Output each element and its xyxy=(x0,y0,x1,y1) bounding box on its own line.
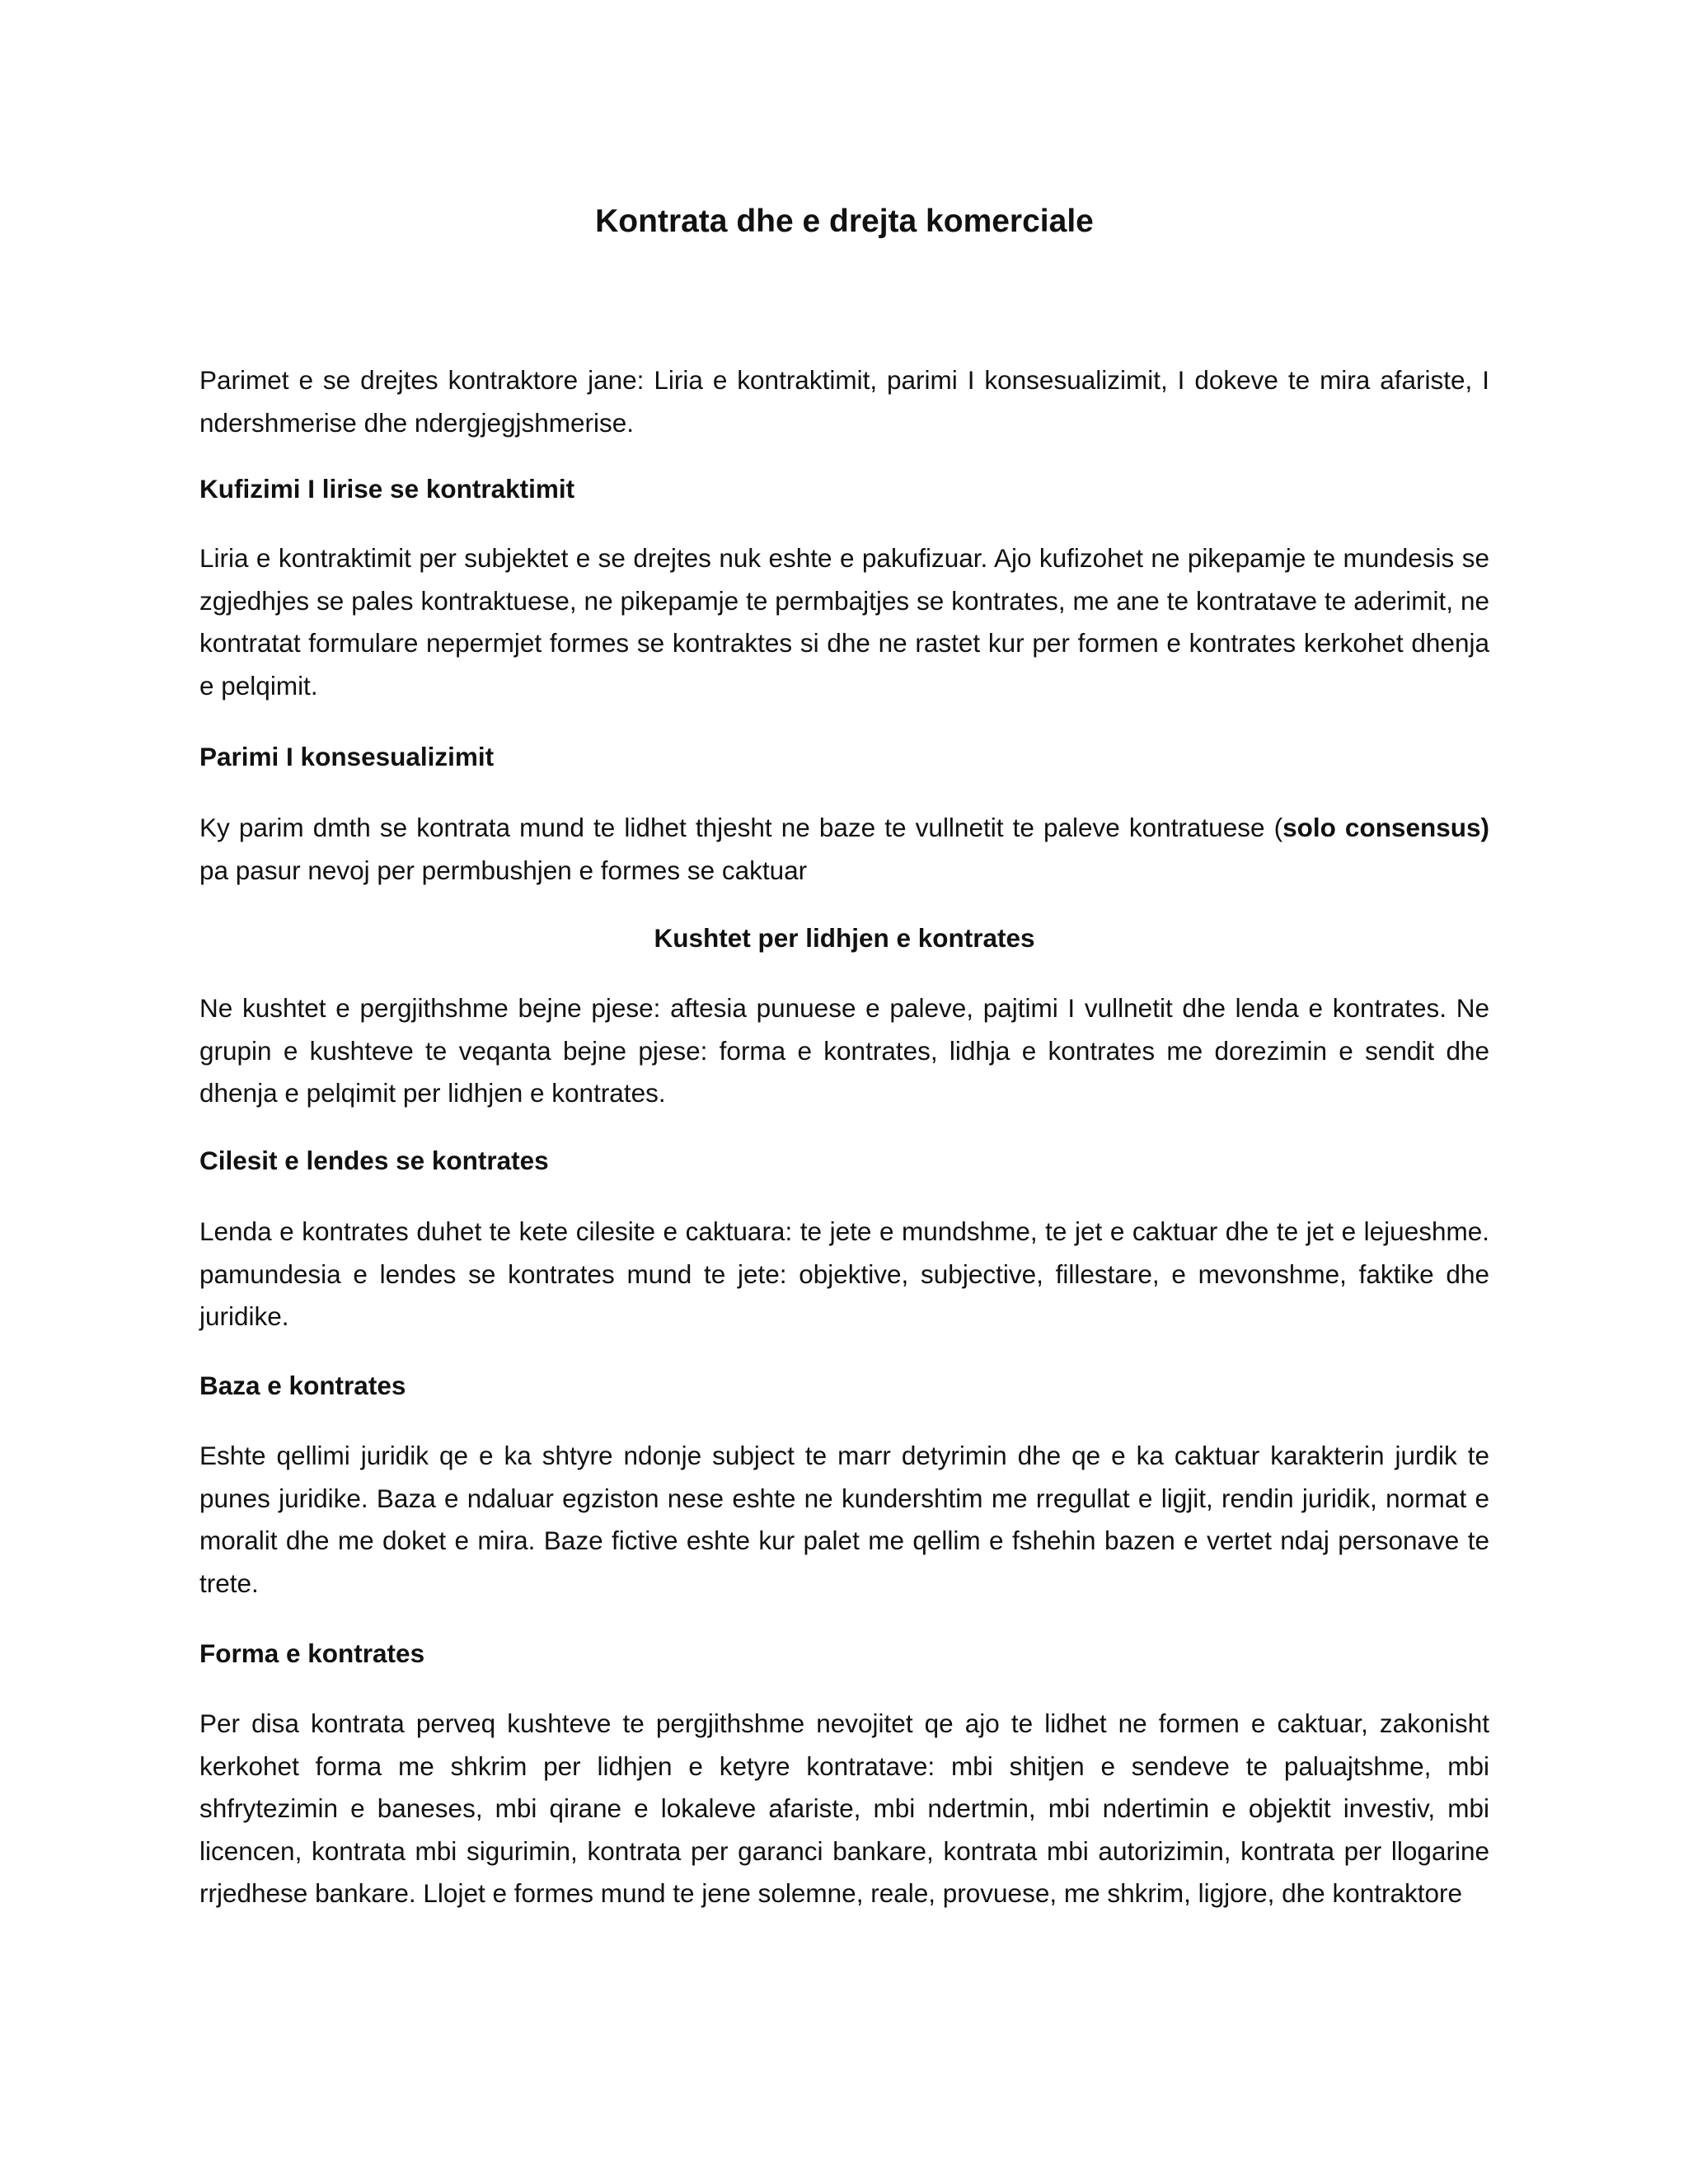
section-body-baza: Eshte qellimi juridik qe e ka shtyre ndonje subject te marr detyrimin dhe qe e ka caktuar karakterin jurdik te punes juridike. Baza e ndaluar egziston nese eshte ne kundershtim me rregullat e ligjit, rendin juridik, normat e moralit dhe me doket e mira. Baze fictive eshte kur palet me qellim e fshehin bazen e vertet ndaj personave te trete. xyxy=(199,1441,1489,1598)
parimi-text-before: Ky parim dmth se kontrata mund te lidhet thjesht ne baze te vullnetit te paleve kontratuese ( xyxy=(199,813,1283,842)
section-body-kufizimi: Liria e kontraktimit per subjektet e se drejtes nuk eshte e pakufizuar. Ajo kufizohet ne pikepamje te mundesis se zgjedhjes se pales kontraktuese, ne pikepamje te permbajtjes se kontrates, me ane te kontratave te aderimit, ne kontratat formulare nepermjet formes se kontraktes si dhe ne rastet kur per formen e kontrates kerkohet dhenja e pelqimit. xyxy=(199,543,1489,701)
section-body-parimi xyxy=(199,807,1489,892)
section-heading-parimi: Parimi I konsesualizimit xyxy=(199,742,495,771)
parimi-text-after: pa pasur nevoj per permbushjen e formes se caktuar xyxy=(199,855,808,885)
section-heading-kufizimi: Kufizimi I lirise se kontraktimit xyxy=(199,474,575,504)
parimi-text-bold: solo consensus) xyxy=(1282,813,1489,842)
section-heading-cilesit: Cilesit e lendes se kontrates xyxy=(199,1146,549,1175)
section-heading-kushtet: Kushtet per lidhjen e kontrates xyxy=(654,923,1035,953)
section-body-kushtet: Ne kushtet e pergjithshme bejne pjese: aftesia punuese e paleve, pajtimi I vullnetit dhe lenda e kontrates. Ne grupin e kushteve te veqanta bejne pjese: forma e kontrates, lidhja e kontrates me dorezimin e sendit dhe dhenja e pelqimit per lidhjen e kontrates. xyxy=(199,993,1489,1108)
section-body-cilesit: Lenda e kontrates duhet te kete cilesite e caktuara: te jete e mundshme, te jet e caktuar dhe te jet e lejueshme. pamundesia e lendes se kontrates mund te jete: objektive, subjective, fillestare, e mevonshme, faktike dhe juridike. xyxy=(199,1216,1489,1331)
section-body-forma: Per disa kontrata perveq kushteve te pergjithshme nevojitet qe ajo te lidhet ne formen e caktuar, zakonisht kerkohet forma me shkrim per lidhjen e ketyre kontratave: mbi shitjen e sendeve te paluajtshme, mbi shfrytezimin e baneses, mbi qirane e lokaleve afariste, mbi ndertmin, mbi ndertimin e objektit investiv, mbi licencen, kontrata mbi sigurimin, kontrata per garanci bankare, kontrata mbi autorizimin, kontrata per llogarine rrjedhese bankare. Llojet e formes mund te jene solemne, reale, provuese, me shkrim, ligjore, dhe kontraktore xyxy=(199,1708,1489,1908)
section-heading-baza: Baza e kontrates xyxy=(199,1371,406,1400)
section-heading-forma: Forma e kontrates xyxy=(199,1638,425,1668)
intro-paragraph: Parimet e se drejtes kontraktore jane: Liria e kontraktimit, parimi I konsesualizimit, I dokeve te mira afariste, I ndershmerise dhe ndergjegjshmerise. xyxy=(199,365,1489,438)
document-title: Kontrata dhe e drejta komerciale xyxy=(595,204,1094,239)
